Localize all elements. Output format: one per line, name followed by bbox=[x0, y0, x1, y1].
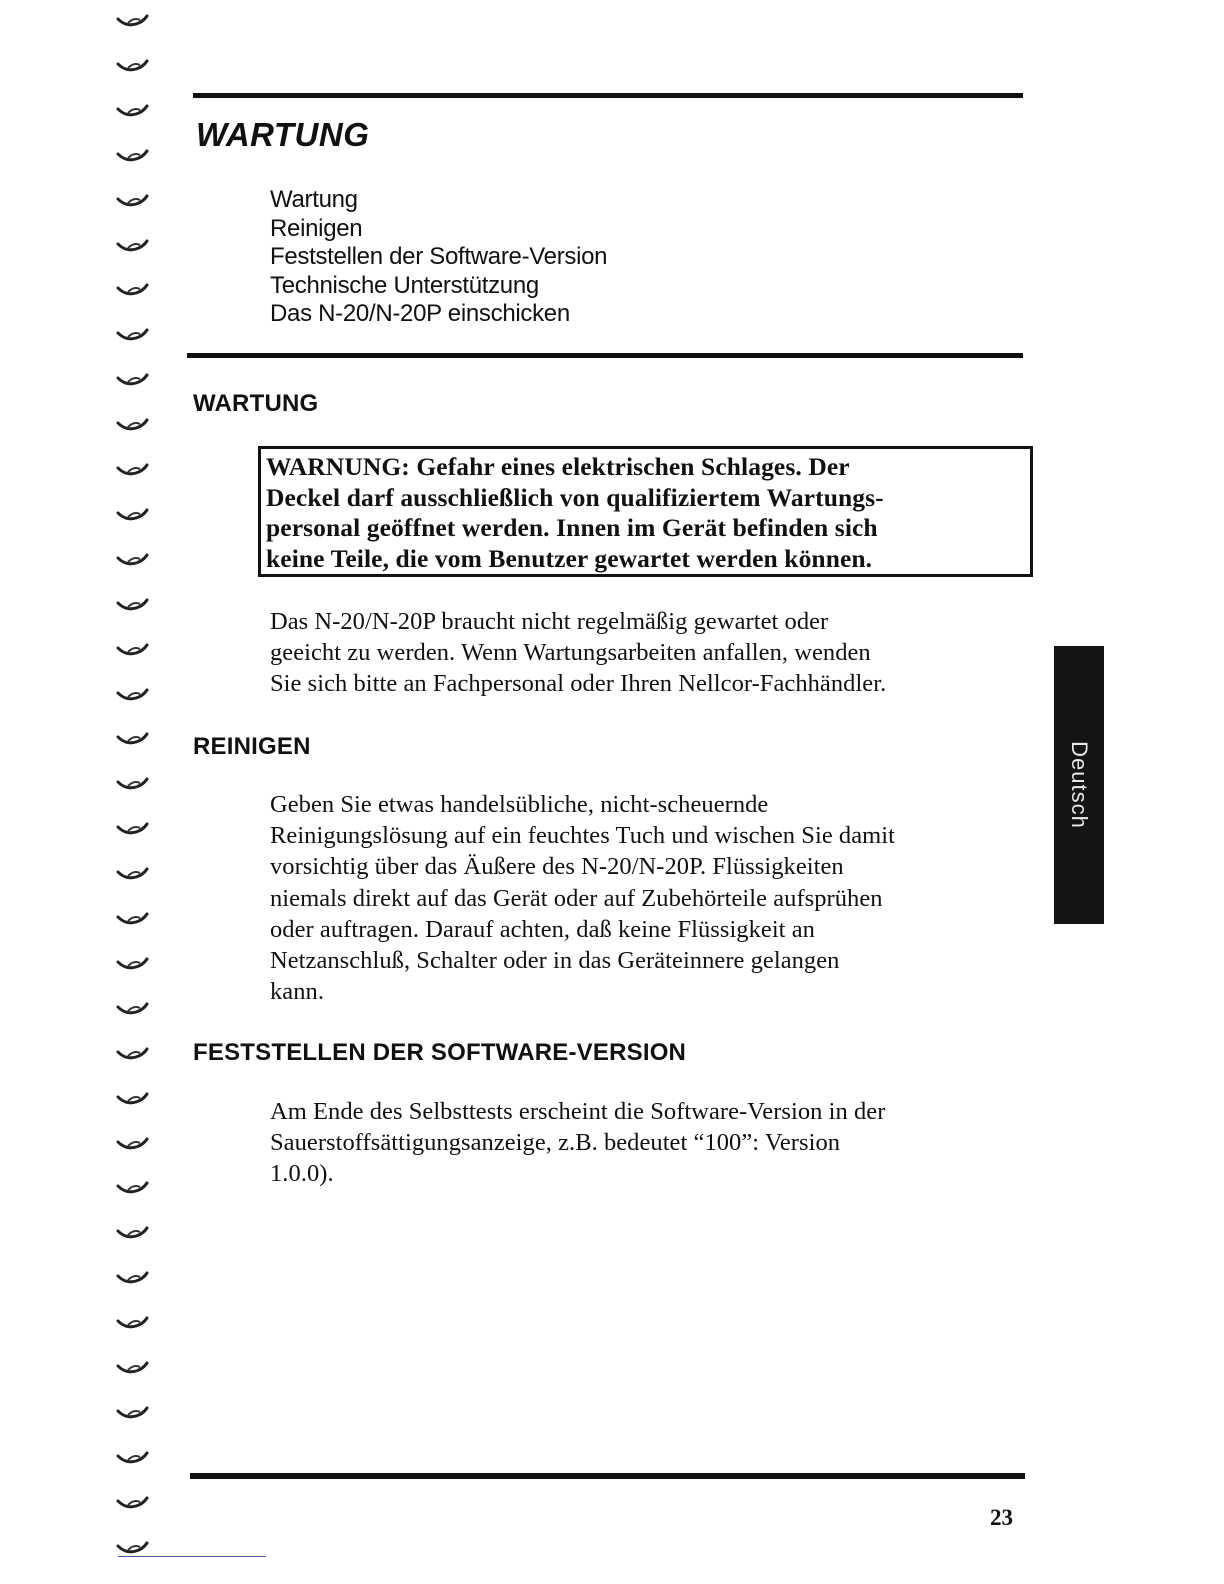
section-rule bbox=[187, 353, 1023, 358]
paragraph-line: vorsichtig über das Äußere des N-20/N-20P. Flüssigkeiten bbox=[270, 853, 844, 881]
warning-line: personal geöffnet werden. Innen im Gerät befinden sich bbox=[266, 513, 878, 542]
paragraph-line: geeicht zu werden. Wenn Wartungsarbeiten anfallen, wenden bbox=[270, 639, 871, 667]
paragraph-line: Sie sich bitte an Fachpersonal oder Ihren Nellcor-Fachhändler. bbox=[270, 670, 887, 698]
binder-ring-icon bbox=[116, 328, 150, 342]
paragraph-line: 1.0.0). bbox=[270, 1160, 334, 1188]
warning-line: WARNUNG: Gefahr eines elektrischen Schlages. Der bbox=[266, 452, 850, 481]
paragraph-line: Geben Sie etwas handelsübliche, nicht-scheuernde bbox=[270, 791, 769, 818]
software-paragraph bbox=[270, 1096, 885, 1190]
binder-ring-icon bbox=[116, 553, 150, 567]
binder-ring-icon bbox=[116, 149, 150, 163]
binder-ring-icon bbox=[116, 912, 150, 926]
binder-ring-icon bbox=[116, 283, 150, 297]
binder-ring-icon bbox=[116, 1226, 150, 1240]
binder-ring-icon bbox=[116, 239, 150, 253]
toc-item-reinigen: Reinigen bbox=[270, 214, 363, 242]
paragraph-line: Sauerstoffsättigungsanzeige, z.B. bedeutet “100”: Version bbox=[270, 1129, 841, 1157]
binder-ring-icon bbox=[116, 104, 150, 118]
binder-ring-icon bbox=[116, 508, 150, 522]
paragraph-line: Netzanschluß, Schalter oder in das Geräteinnere gelangen bbox=[270, 947, 840, 975]
scan-edge-line bbox=[118, 1556, 266, 1557]
binder-ring-icon bbox=[116, 688, 150, 702]
toc-item-technische-unterstuetzung: Technische Unterstützung bbox=[270, 271, 539, 299]
binder-ring-icon bbox=[116, 418, 150, 432]
binder-ring-icon bbox=[116, 59, 150, 73]
toc-item-wartung: Wartung bbox=[270, 186, 358, 213]
binder-ring-icon bbox=[116, 777, 150, 791]
binder-ring-icon bbox=[116, 1271, 150, 1285]
binder-ring-icon bbox=[116, 822, 150, 836]
binder-ring-icon bbox=[116, 194, 150, 208]
binder-ring-icon bbox=[116, 1406, 150, 1420]
binder-ring-icon bbox=[116, 1047, 150, 1061]
language-tab-label: Deutsch bbox=[1067, 741, 1092, 829]
binder-ring-icon bbox=[116, 1137, 150, 1151]
binder-ring-icon bbox=[116, 463, 150, 477]
binder-ring-icon bbox=[116, 598, 150, 612]
paragraph-line: Das N-20/N-20P braucht nicht regelmäßig gewartet oder bbox=[270, 608, 829, 635]
binder-ring-icon bbox=[116, 1316, 150, 1330]
chapter-contents-list bbox=[270, 186, 607, 329]
binder-ring-icon bbox=[116, 14, 150, 28]
warning-line: keine Teile, die vom Benutzer gewartet werden können. bbox=[266, 543, 873, 573]
wartung-paragraph bbox=[270, 606, 886, 700]
section-heading-wartung: WARTUNG bbox=[193, 390, 319, 417]
binder-ring-icon bbox=[116, 1092, 150, 1106]
binder-ring-icon bbox=[116, 643, 150, 657]
binder-ring-icon bbox=[116, 1002, 150, 1016]
section-heading-software-version: FESTSTELLEN DER SOFTWARE-VERSION bbox=[193, 1039, 687, 1066]
paragraph-line: oder auftragen. Darauf achten, daß keine Flüssigkeit an bbox=[270, 915, 815, 943]
binder-ring-icon bbox=[116, 1496, 150, 1510]
warning-box bbox=[258, 446, 1033, 577]
paragraph-line: Am Ende des Selbsttests erscheint die Software-Version in der bbox=[270, 1098, 886, 1125]
paragraph-line: niemals direkt auf das Gerät oder auf Zubehörteile aufsprühen bbox=[270, 884, 883, 912]
binder-ring-icon bbox=[116, 1361, 150, 1375]
binder-ring-icon bbox=[116, 867, 150, 881]
paragraph-line: kann. bbox=[270, 978, 324, 1006]
page-number: 23 bbox=[990, 1505, 1013, 1530]
binder-ring-icon bbox=[116, 1451, 150, 1465]
toc-item-software-version: Feststellen der Software-Version bbox=[270, 243, 608, 270]
bottom-rule bbox=[190, 1473, 1025, 1479]
toc-item-einschicken: Das N-20/N-20P einschicken bbox=[270, 300, 570, 327]
reinigen-paragraph bbox=[270, 789, 895, 1007]
warning-line: Deckel darf ausschließlich von qualifiziertem Wartungs- bbox=[266, 482, 884, 512]
binder-ring-icon bbox=[116, 957, 150, 971]
top-rule bbox=[193, 93, 1023, 98]
binder-ring-icon bbox=[116, 1541, 150, 1555]
binder-ring-icon bbox=[116, 732, 150, 746]
section-heading-reinigen: REINIGEN bbox=[193, 733, 311, 760]
chapter-title: WARTUNG bbox=[196, 116, 370, 153]
paragraph-line: Reinigungslösung auf ein feuchtes Tuch und wischen Sie damit bbox=[270, 822, 895, 850]
binder-ring-icon bbox=[116, 373, 150, 387]
language-tab bbox=[1054, 646, 1104, 924]
binder-ring-icon bbox=[116, 1181, 150, 1195]
